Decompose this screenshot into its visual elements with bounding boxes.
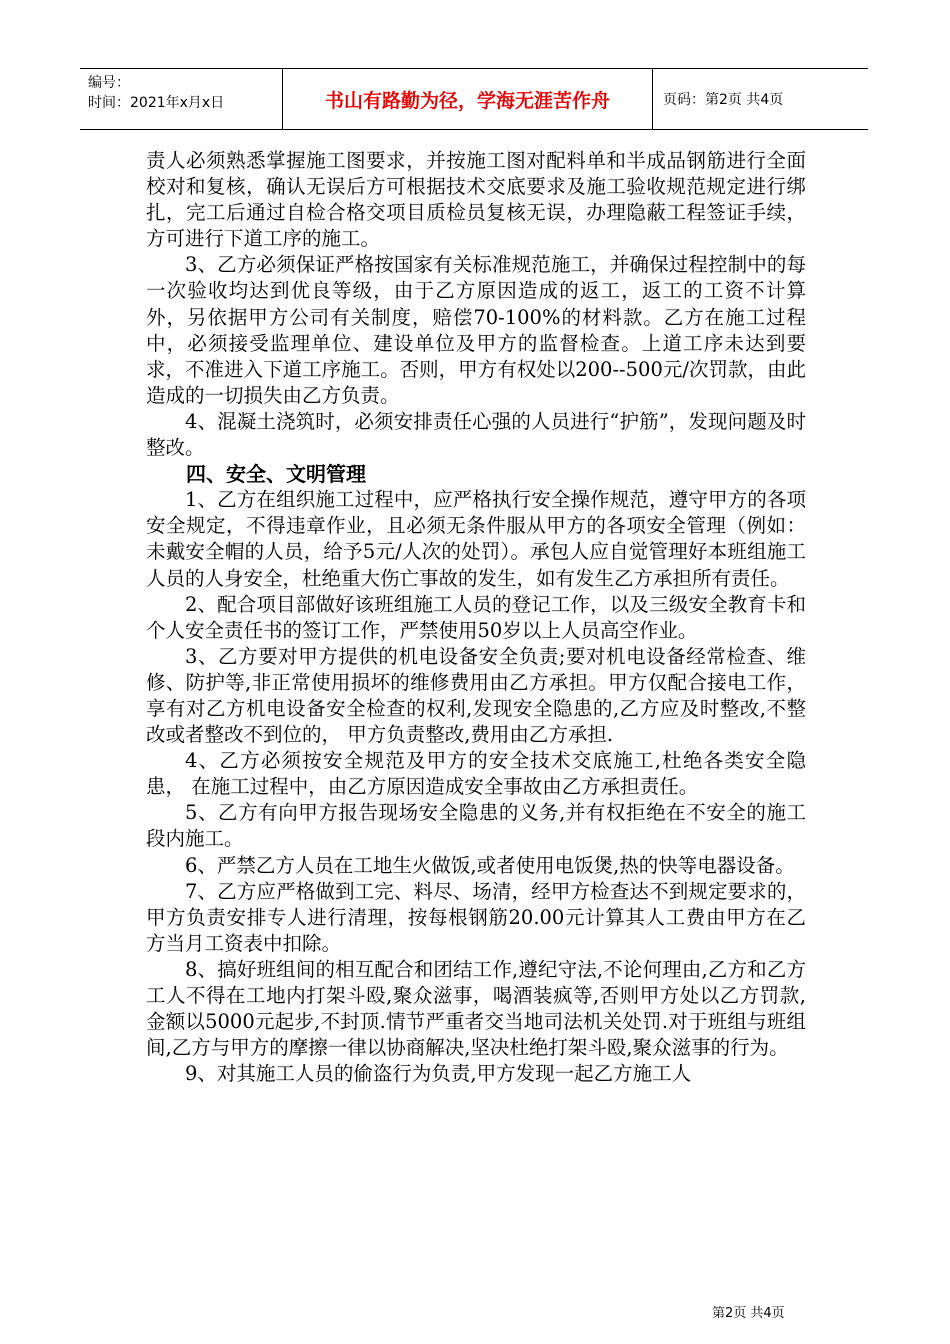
header-page-info: 页码：第2页 共4页 <box>663 92 784 108</box>
document-time-label: 时间：2021年x月x日 <box>88 95 225 111</box>
paragraph-4: 4、混凝土浇筑时，必须安排责任心强的人员进行“护筋”，发现问题及时整改。 <box>146 409 806 460</box>
safety-item-7: 7、乙方应严格做到工完、料尽、场清，经甲方检查达不到规定要求的，甲方负责安排专人进行清理，按每根钢筋20.00元计算其人工费由甲方在乙方当月工资表中扣除。 <box>146 879 806 955</box>
safety-item-2: 2、配合项目部做好该班组施工人员的登记工作，以及三级安全教育卡和个人安全责任书的签订工作，严禁使用50岁以上人员高空作业。 <box>146 592 806 642</box>
header-meta <box>80 69 283 129</box>
page-header <box>80 68 868 130</box>
safety-item-3: 3、乙方要对甲方提供的机电设备安全负责;要对机电设备经常检查、维修、防护等,非正常使用损坏的维修费用由乙方承担。甲方仅配合接电工作，享有对乙方机电设备安全检查的权利,发现安全隐患的,乙方应及时整改,不整改或者整改不到位的， 甲方负责整改,费用由乙方承担. <box>146 644 806 747</box>
page-footer: 第2页 共4页 <box>712 1306 785 1321</box>
safety-item-4: 4、乙方必须按安全规范及甲方的安全技术交底施工,杜绝各类安全隐患， 在施工过程中，由乙方原因造成安全事故由乙方承担责任。 <box>146 749 806 799</box>
document-body <box>146 148 806 1087</box>
header-motto: 书山有路勤为径，学海无涯苦作舟 <box>283 69 653 129</box>
safety-item-5: 5、乙方有向甲方报告现场安全隐患的义务,并有权拒绝在不安全的施工段内施工。 <box>146 801 806 851</box>
safety-item-9: 9、对其施工人员的偷盗行为负责,甲方发现一起乙方施工人 <box>185 1062 692 1086</box>
paragraph-3: 3、乙方必须保证严格按国家有关标准规范施工，并确保过程控制中的每一次验收均达到优良等级，由于乙方原因造成的返工，返工的工资不计算外，另依据甲方公司有关制度，赔偿70-100%的材料款。乙方在施工过程中，必须接受监理单位、建设单位及甲方的监督检查。上道工序未达到要求，不准进入下道工序施工。否则，甲方有权处以200--500元/次罚款，由此造成的一切损失由乙方负责。 <box>146 253 806 407</box>
document-number-label: 编号： <box>88 75 130 91</box>
safety-item-1: 1、乙方在组织施工过程中，应严格执行安全操作规范，遵守甲方的各项安全规定，不得违章作业，且必须无条件服从甲方的各项安全管理（例如：未戴安全帽的人员，给予5元/人次的处罚）。承包人应自觉管理好本班组施工人员的人身安全，杜绝重大伤亡事故的发生，如有发生乙方承担所有责任。 <box>146 488 806 590</box>
section-heading: 四、安全、文明管理 <box>186 462 366 487</box>
paragraph-continued: 责人必须熟悉掌握施工图要求，并按施工图对配料单和半成品钢筋进行全面校对和复核，确认无误后方可根据技术交底要求及施工验收规范规定进行绑扎，完工后通过自检合格交项目质检员复核无误，办理隐蔽工程签证手续，方可进行下道工序的施工。 <box>146 149 806 251</box>
safety-item-8: 8、搞好班组间的相互配合和团结工作,遵纪守法,不论何理由,乙方和乙方工人不得在工地内打架斗殴,聚众滋事，喝酒装疯等,否则甲方处以乙方罚款,金额以5000元起步,不封顶.情节严重者交当地司法机关处罚.对于班组与班组间,乙方与甲方的摩擦一律以协商解决,坚决杜绝打架斗殴,聚众滋事的行为。 <box>146 957 806 1060</box>
safety-item-6: 6、严禁乙方人员在工地生火做饭,或者使用电饭煲,热的快等电器设备。 <box>185 853 795 877</box>
